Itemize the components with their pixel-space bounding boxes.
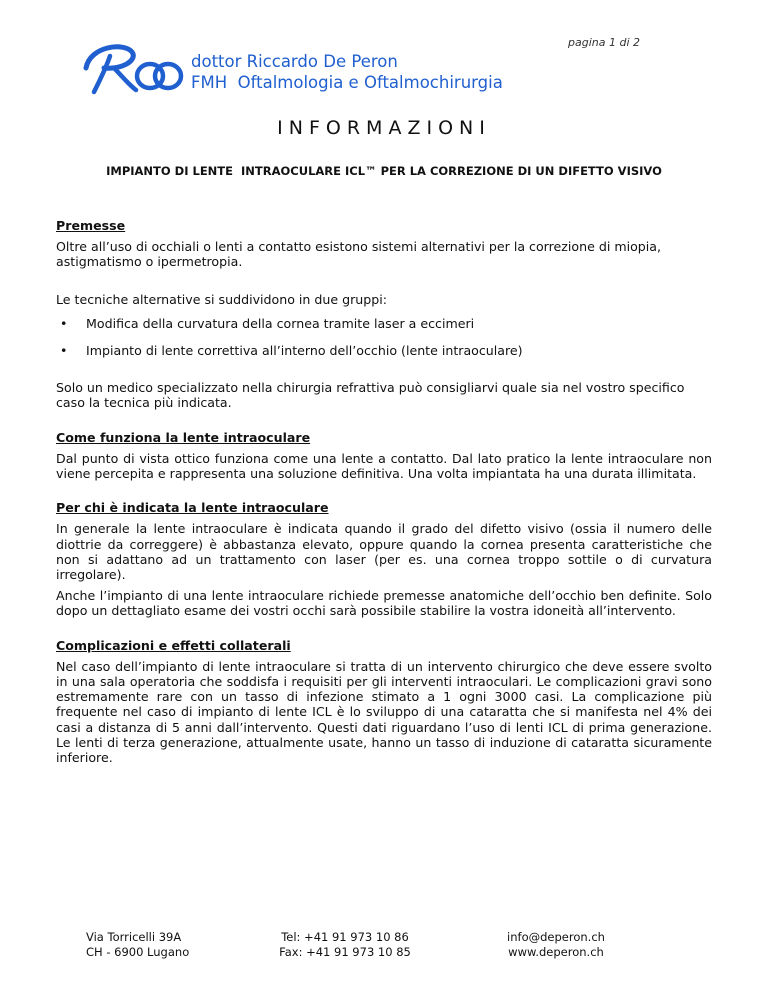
- section-heading-funziona: Come funziona la lente intraoculare: [56, 429, 311, 445]
- doctor-specialty: FMH Oftalmologia e Oftalmochirurgia: [191, 73, 503, 92]
- section-heading-indicata: Per chi è indicata la lente intraoculare: [56, 500, 329, 516]
- paragraph: Oltre all’uso di occhiali o lenti a contatto esistono sistemi alternativi per la correzione di miopia, astigmatismo o ipermetropia.: [56, 239, 662, 270]
- doctor-name: dottor Riccardo De Peron: [191, 52, 398, 71]
- paragraph: In generale la lente intraoculare è indicata quando il grado del difetto visivo (ossia il numero delle diottrie da correggere) è abbastanza elevato, oppure quando la cornea presenta caratteristiche che non si adattano ad un trattamento con laser (per es. una cornea troppo sottile o di curvatura irregolare).: [56, 521, 712, 583]
- document-title: INFORMAZIONI: [277, 117, 491, 139]
- footer-address: [86, 930, 189, 960]
- document-subtitle: IMPIANTO DI LENTE INTRAOCULARE ICL™ PER LA CORREZIONE DI UN DIFETTO VISIVO: [106, 164, 662, 178]
- paragraph: Dal punto di vista ottico funziona come una lente a contatto. Dal lato pratico la lente intraoculare non viene percepita e rappresenta una soluzione definitiva. Una volta impiantata ha una durata illimitata.: [56, 450, 712, 482]
- section-heading-complicazioni: Complicazioni e effetti collaterali: [56, 637, 291, 653]
- paragraph: Le tecniche alternative si suddividono in due gruppi:: [56, 291, 388, 307]
- email-link[interactable]: info@deperon.ch: [507, 930, 605, 944]
- doctor-header: [191, 51, 503, 93]
- document-body: [56, 218, 712, 771]
- address-line: CH - 6900 Lugano: [86, 945, 190, 959]
- fax-number: Fax: +41 91 973 10 85: [279, 945, 411, 959]
- paragraph: Nel caso dell’impianto di lente intraoculare si tratta di un intervento chirurgico che deve essere svolto in una sala operatoria che soddisfa i requisiti per gli interventi intraoculari. Le complicazioni gravi sono estremamente rare con un tasso di infezione stimato a 1 ogni 3000 casi. La complicazione più frequente nel caso di impianto di lente ICL è lo sviluppo di una cataratta che si manifesta nel 4% dei casi a distanza di 5 anni dall’intervento. Questi dati riguardano l’uso di lenti ICL di prima generazione. Le lenti di terza generazione, attualmente usate, hanno un tasso di induzione di cataratta sicuramente inferiore.: [56, 658, 712, 766]
- phone-number: Tel: +41 91 973 10 86: [281, 930, 409, 944]
- website-link[interactable]: www.deperon.ch: [508, 945, 604, 959]
- address-line: Via Torricelli 39A: [86, 930, 182, 944]
- bullet-list: [56, 316, 712, 358]
- paragraph: Solo un medico specializzato nella chirurgia refrattiva può consigliarvi quale sia nel vostro specifico caso la tecnica più indicata.: [56, 380, 685, 411]
- list-item: • Modifica della curvatura della cornea tramite laser a eccimeri: [56, 316, 712, 331]
- doctor-logo: [80, 38, 184, 96]
- footer-contact: [476, 930, 636, 960]
- footer-phone: [270, 930, 420, 960]
- paragraph: Anche l’impianto di una lente intraoculare richiede premesse anatomiche dell’occhio ben definite. Solo dopo un dettagliato esame dei vostri occhi sarà possibile stabilire la vostra idoneità all’intervento.: [56, 588, 712, 619]
- section-heading-premesse: Premesse: [56, 218, 126, 233]
- list-item: • Impianto di lente correttiva all’interno dell’occhio (lente intraoculare): [56, 343, 712, 358]
- page-indicator: pagina 1 di 2: [568, 36, 640, 49]
